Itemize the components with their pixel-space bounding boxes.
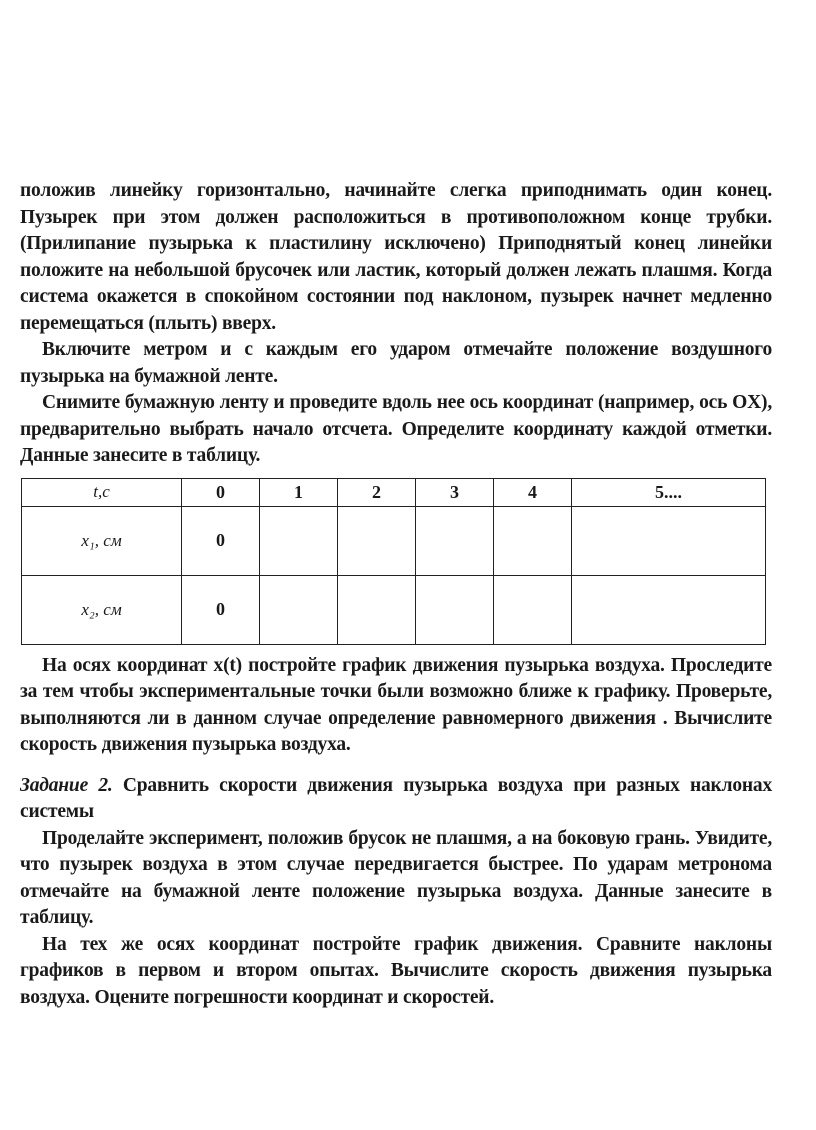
- table-row-label: x₁, см: [22, 506, 182, 575]
- table-header-cell: 0: [182, 478, 260, 506]
- table-cell: [572, 575, 766, 644]
- table-cell: [416, 575, 494, 644]
- table-cell: [416, 506, 494, 575]
- table-row-label: x₂, см: [22, 575, 182, 644]
- table-row: [22, 506, 766, 575]
- task2-paragraph: На тех же осях координат постройте график движения. Сравните наклоны графиков в первом и втором опытах. Вычислите скорость движения пузырька воздуха. Оцените погрешности координат и скоростей.: [20, 933, 772, 1008]
- table-cell: [338, 506, 416, 575]
- table-cell: [338, 575, 416, 644]
- table-row: [22, 575, 766, 644]
- table-header-cell: t,c: [22, 478, 182, 506]
- table-header-cell: 5....: [572, 478, 766, 506]
- paragraph-graph: На осях координат x(t) постройте график движения пузырька воздуха. Проследите за тем чтобы экспериментальные точки были возможно ближе к графику. Проверьте, выполняются ли в данном случае определение равномерного движения . Вычислите скорость движения пузырька воздуха.: [20, 654, 772, 755]
- table-cell: [260, 506, 338, 575]
- task2-heading: [20, 773, 772, 826]
- table-cell: [572, 506, 766, 575]
- table-header-cell: 1: [260, 478, 338, 506]
- table-cell: [494, 575, 572, 644]
- paragraph-tape: Снимите бумажную ленту и проведите вдоль нее ось координат (например, ось OX), предварительно выбрать начало отсчета. Определите координату каждой отметки. Данные занесите в таблицу.: [20, 392, 772, 466]
- task2-paragraph: Проделайте эксперимент, положив брусок не плашмя, а на боковую грань. Увидите, что пузырек воздуха в этом случае передвигается быстрее. По ударам метронома отмечайте на бумажной ленте положение пузырька воздуха. Данные занесите в таблицу.: [20, 827, 772, 928]
- document-page: [20, 178, 772, 1011]
- task2-title-rest: Сравнить скорости движения пузырька воздуха при разных наклонах системы: [20, 774, 773, 822]
- data-table: [21, 478, 766, 645]
- task2-title: Задание 2.: [20, 774, 113, 796]
- table-header-cell: 4: [494, 478, 572, 506]
- table-cell: [494, 506, 572, 575]
- table-cell: 0: [182, 575, 260, 644]
- paragraph-intro: положив линейку горизонтально, начинайте слегка приподнимать один конец. Пузырек при этом должен расположиться в противоположном конце трубки. (Прилипание пузырька к пластилину исключено) Приподнятый конец линейки положите на небольшой брусочек или ластик, который должен лежать плашмя. Когда система окажется в спокойном состоянии под наклоном, пузырек начнет медленно перемещаться (плыть) вверх.: [20, 180, 772, 334]
- table-header-row: [22, 478, 766, 506]
- table-cell: [260, 575, 338, 644]
- table-header-cell: 2: [338, 478, 416, 506]
- table-header-cell: 3: [416, 478, 494, 506]
- paragraph-metronome: Включите метром и с каждым его ударом отмечайте положение воздушного пузырька на бумажной ленте.: [20, 339, 772, 387]
- table-cell: 0: [182, 506, 260, 575]
